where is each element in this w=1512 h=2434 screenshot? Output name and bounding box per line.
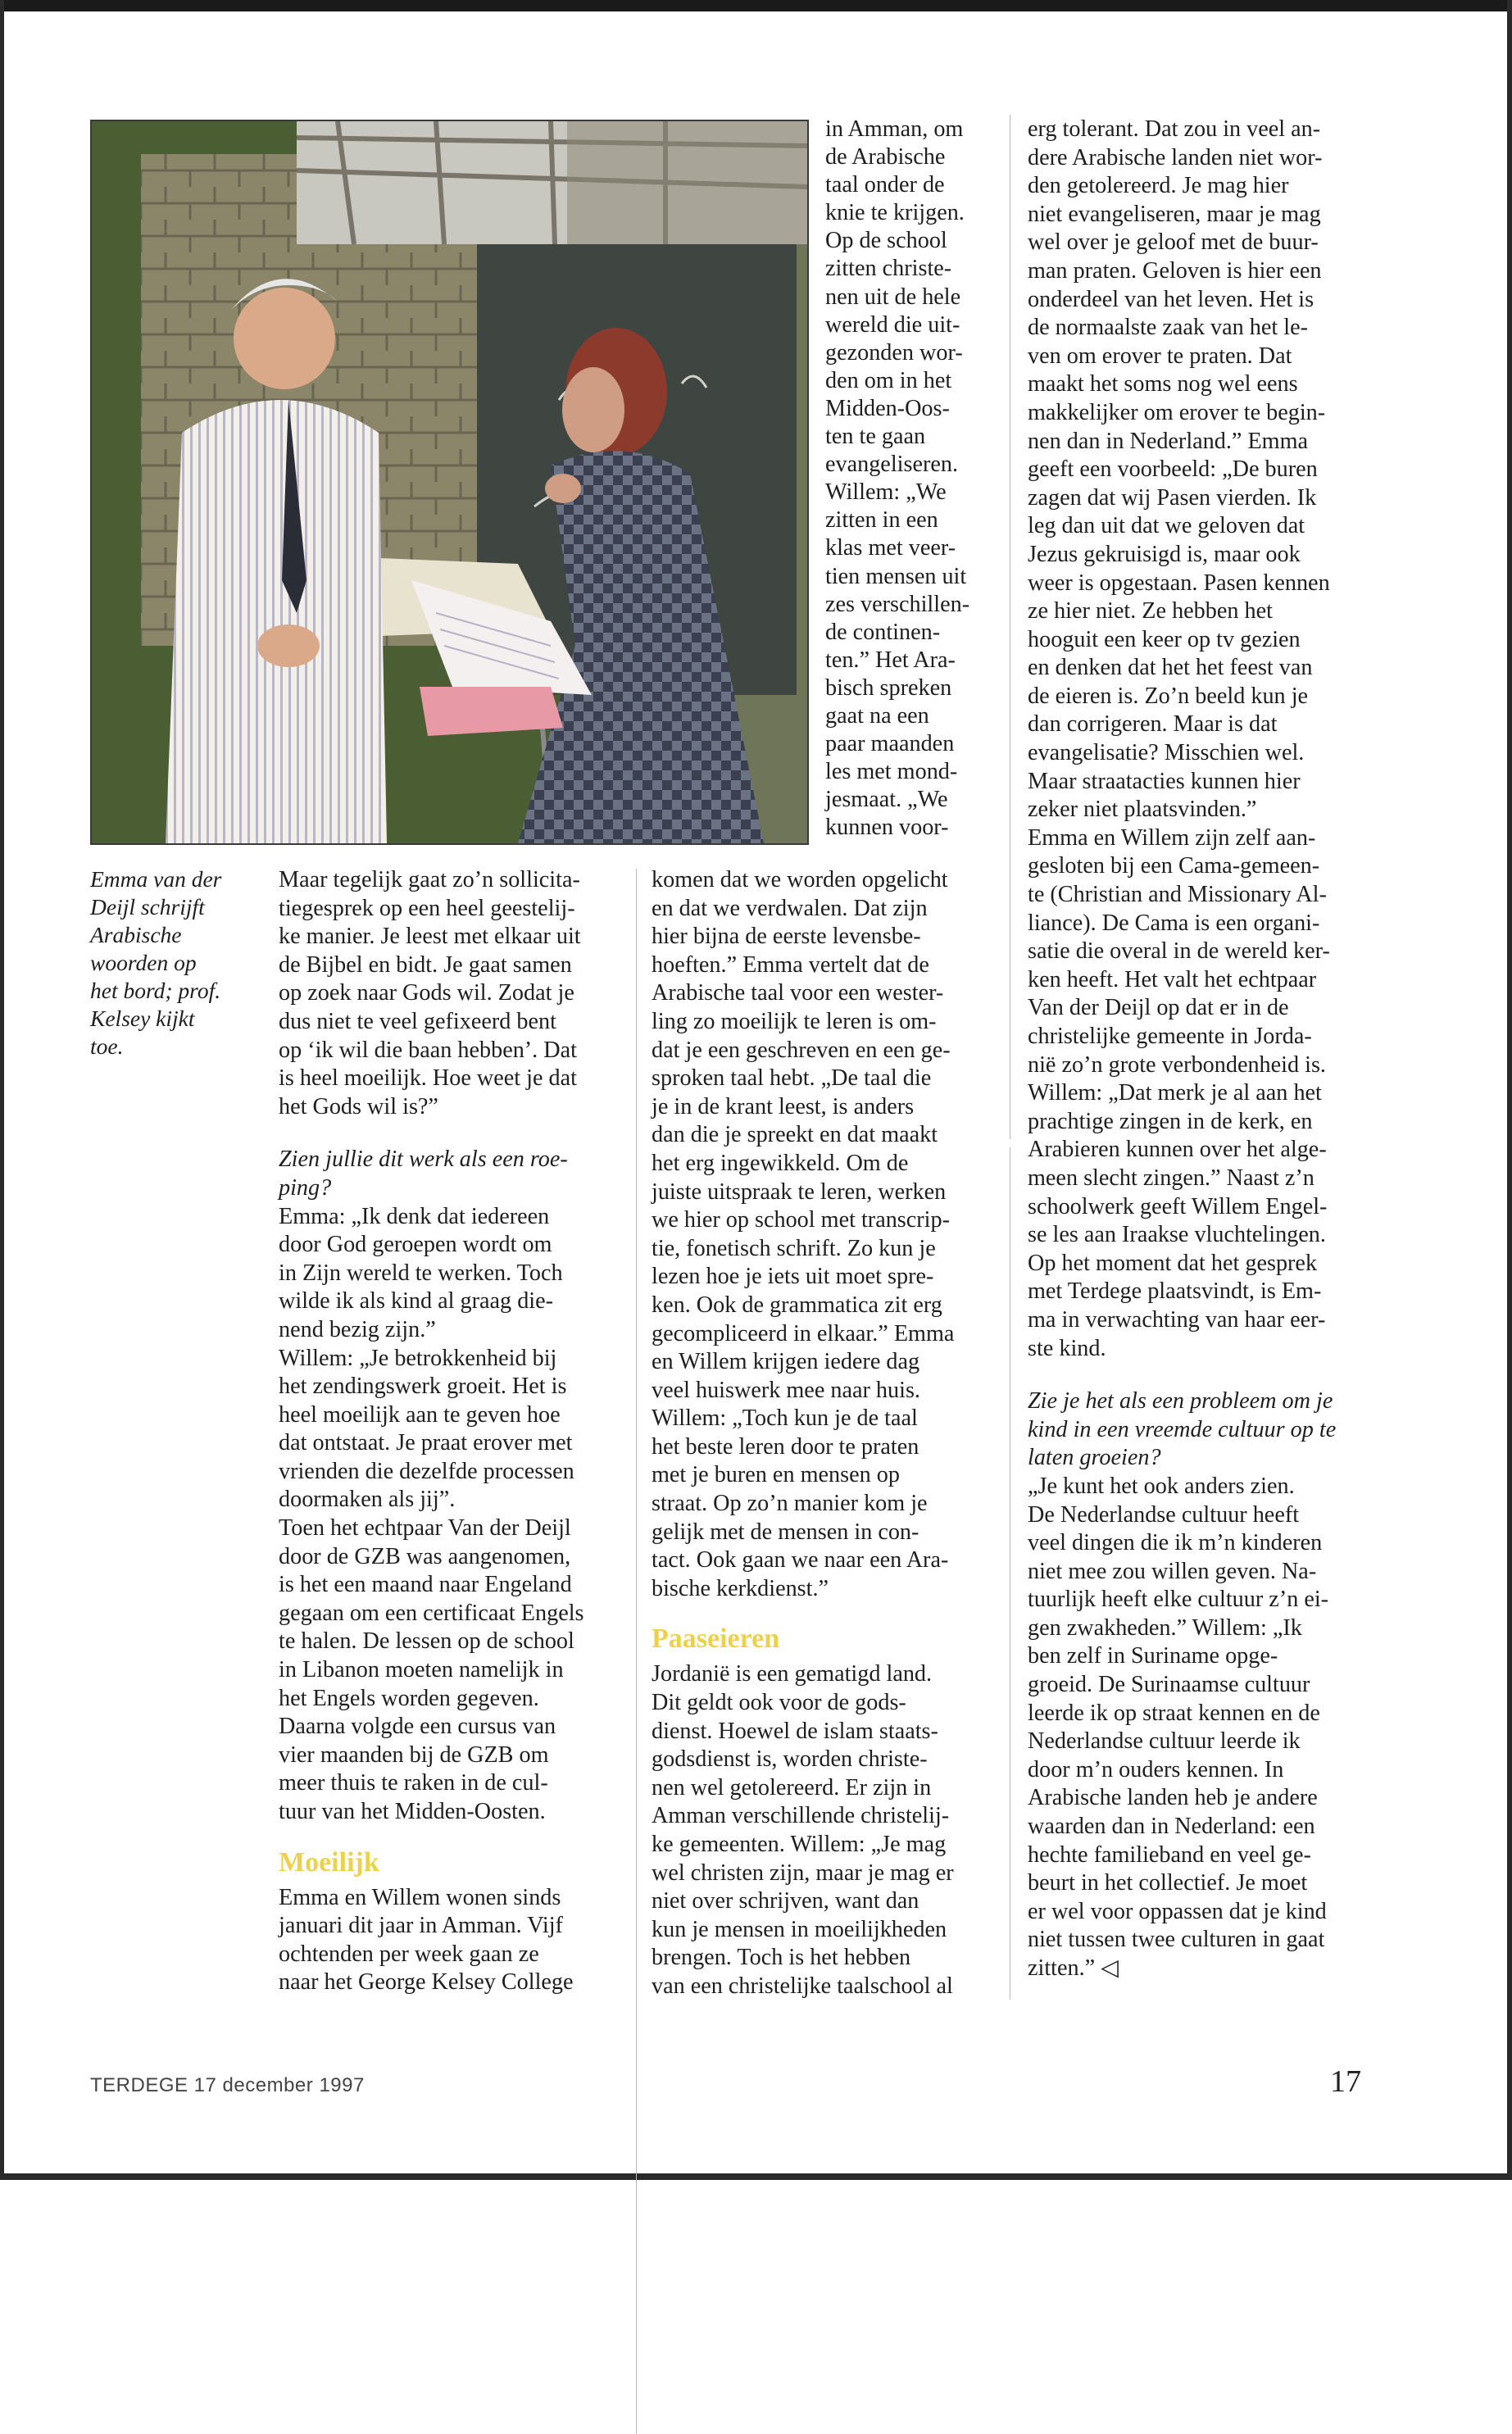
- text-line: hooguit een keer op tv gezien: [1028, 626, 1301, 652]
- text-line: knie te krijgen.: [825, 200, 965, 226]
- text-line: te halen. De lessen op de school: [279, 1628, 574, 1655]
- text-line: het beste leren door te praten: [652, 1433, 919, 1460]
- text-line: de eieren is. Zo’n beeld kun je: [1028, 683, 1309, 709]
- text-line: in Libanon moeten namelijk in: [279, 1657, 564, 1683]
- text-line: Dit geldt ook voor de gods-: [652, 1690, 906, 1716]
- photo-caption: [90, 865, 221, 1060]
- article-column-3: [1028, 116, 1388, 1983]
- interview-question: laten groeien?: [1028, 1445, 1161, 1471]
- text-line: nen wel getolereerd. Er zijn in: [652, 1774, 932, 1801]
- interview-question: Zien jullie dit werk als een roe-: [279, 1147, 568, 1173]
- text-line: dienst. Hoewel de islam staats-: [652, 1718, 938, 1744]
- text-line: zes verschillen-: [825, 591, 970, 617]
- text-line: tuurlijk heeft elke cultuur z’n ei-: [1028, 1587, 1329, 1613]
- text-line: beurt in het collectief. Je moet: [1028, 1870, 1308, 1896]
- text-line: paar maanden: [825, 731, 955, 757]
- text-line: gen zwakheden.” Willem: „Ik: [1028, 1614, 1302, 1641]
- text-line: kun je mensen in moeilijkheden: [652, 1916, 947, 1942]
- text-line: zitten christe-: [825, 256, 952, 282]
- article-column-2-top: [825, 116, 1001, 842]
- article-column-1: [279, 866, 615, 1997]
- text-line: Emma: „Ik denk dat iedereen: [279, 1203, 550, 1229]
- text-line: den getolereerd. Je mag hier: [1028, 173, 1289, 199]
- text-line: Van der Deijl op dat er in de: [1028, 995, 1289, 1021]
- text-line: juiste uitspraak te leren, werken: [652, 1178, 947, 1205]
- interview-question: Zie je het als een probleem om je: [1028, 1388, 1333, 1415]
- text-line: tien mensen uit: [825, 563, 967, 589]
- caption-line: toe.: [90, 1033, 124, 1059]
- text-line: christelijke gemeente in Jorda-: [1028, 1024, 1312, 1049]
- text-line: de normaalste zaak van het le-: [1028, 315, 1308, 341]
- text-line: schoolwerk geeft Willem Engel-: [1028, 1193, 1328, 1219]
- text-line: dan corrigeren. Maar is dat: [1028, 711, 1278, 738]
- text-line: dere Arabische landen niet wor-: [1028, 144, 1323, 170]
- text-line: niet over schrijven, want dan: [652, 1888, 919, 1914]
- text-line: Maar tegelijk gaat zo’n sollicita-: [279, 867, 580, 892]
- text-line: Amman verschillende christelij-: [652, 1803, 950, 1829]
- text-line: wel over je geloof met de buur-: [1028, 229, 1319, 256]
- text-line: Emma en Willem wonen sinds: [279, 1884, 561, 1910]
- text-line: komen dat we worden opgelicht: [652, 867, 948, 892]
- text-line: leerde ik op straat kennen en de: [1028, 1700, 1320, 1726]
- text-line: en dat we verdwalen. Dat zijn: [652, 895, 928, 921]
- text-line: ken. Ook de grammatica zit erg: [652, 1292, 942, 1318]
- text-line: ste kind.: [1028, 1335, 1106, 1361]
- section-heading: Paaseieren: [652, 1623, 780, 1655]
- text-line: naar het George Kelsey College: [279, 1969, 574, 1996]
- text-line: doormaken als jij”.: [279, 1487, 456, 1513]
- text-line: de Arabische: [825, 144, 946, 170]
- photo-illustration: [92, 121, 807, 843]
- text-line: wilde ik als kind al graag die-: [279, 1288, 554, 1315]
- caption-line: woorden op: [90, 950, 197, 975]
- text-line: veel huiswerk mee naar huis.: [652, 1377, 920, 1403]
- text-line: straat. Op zo’n manier kom je: [652, 1491, 928, 1517]
- text-line: Maar straatacties kunnen hier: [1028, 768, 1301, 794]
- text-line: te (Christian and Missionary Al-: [1028, 882, 1327, 908]
- text-line: januari dit jaar in Amman. Vijf: [279, 1913, 563, 1939]
- text-line: gelijk met de mensen in con-: [652, 1519, 919, 1545]
- text-line: ten te gaan: [825, 424, 926, 450]
- text-line: nen uit de hele: [825, 284, 961, 310]
- text-line: nend bezig zijn.”: [279, 1316, 436, 1342]
- text-line: satie die overal in de wereld ker-: [1028, 938, 1330, 965]
- interview-question: kind in een vreemde cultuur op te: [1028, 1416, 1337, 1442]
- text-line: prachtige zingen in de kerk, en: [1028, 1108, 1313, 1134]
- text-line: op zoek naar Gods wil. Zodat je: [279, 980, 574, 1006]
- text-line: is heel moeilijk. Hoe weet je dat: [279, 1065, 577, 1092]
- text-line: les met mond-: [825, 759, 958, 785]
- article-column-2: [652, 866, 1000, 2001]
- text-line: brengen. Toch is het hebben: [652, 1945, 911, 1971]
- text-line: ken heeft. Het valt het echtpaar: [1028, 966, 1317, 992]
- text-line: gecompliceerd in elkaar.” Emma: [652, 1320, 955, 1346]
- text-line: ze hier niet. Ze hebben het: [1028, 598, 1273, 624]
- text-line: Arabische landen heb je andere: [1028, 1785, 1318, 1811]
- text-line: liance). De Cama is een organi-: [1028, 910, 1320, 936]
- text-line: we hier op school met transcrip-: [652, 1207, 950, 1233]
- text-line: ma in verwachting van haar eer-: [1028, 1306, 1326, 1333]
- text-line: kunnen voor-: [825, 815, 949, 841]
- text-line: wereld die uit-: [825, 311, 960, 338]
- text-line: niet mee zou willen geven. Na-: [1028, 1558, 1317, 1584]
- text-line: bisch spreken: [825, 674, 952, 701]
- text-line: het zendingswerk groeit. Het is: [279, 1374, 567, 1400]
- text-line: Emma en Willem zijn zelf aan-: [1028, 824, 1316, 851]
- text-line: Jezus gekruisigd is, maar ook: [1028, 541, 1301, 567]
- text-line: dat ontstaat. Je praat erover met: [279, 1430, 573, 1456]
- text-line: meen slecht zingen.” Naast z’n: [1028, 1165, 1314, 1191]
- text-line: heel moeilijk aan te geven hoe: [279, 1401, 561, 1428]
- text-line: ling zo moeilijk te leren is om-: [652, 1008, 937, 1034]
- text-line: ke gemeenten. Willem: „Je mag: [652, 1832, 947, 1857]
- text-line: Midden-Oos-: [825, 395, 950, 421]
- text-line: hechte familieband en veel ge-: [1028, 1841, 1311, 1868]
- text-line: groeid. De Surinaamse cultuur: [1028, 1672, 1310, 1698]
- text-line: se les aan Iraakse vluchtelingen.: [1028, 1222, 1326, 1248]
- text-line: dat je een geschreven en een ge-: [652, 1037, 951, 1063]
- caption-line: Deijl schrijft: [90, 894, 205, 920]
- text-line: er wel voor oppassen dat je kind: [1028, 1898, 1327, 1924]
- text-line: tuur van het Midden-Oosten.: [279, 1799, 546, 1824]
- text-line: evangelisatie? Misschien wel.: [1028, 740, 1305, 766]
- text-line: onderdeel van het leven. Het is: [1028, 286, 1314, 312]
- text-line: van een christelijke taalschool al: [652, 1973, 953, 1999]
- article-photo: [90, 120, 809, 845]
- text-line: geeft een voorbeeld: „De buren: [1028, 456, 1318, 483]
- text-line: door de GZB was aangenomen,: [279, 1543, 571, 1569]
- text-line: niet tussen twee culturen in gaat: [1028, 1927, 1325, 1953]
- text-line: vrienden die dezelfde processen: [279, 1458, 574, 1484]
- text-line: jesmaat. „We: [825, 787, 948, 813]
- text-line: en Willem krijgen iedere dag: [652, 1349, 920, 1375]
- text-line: met Terdege plaatsvindt, is Em-: [1028, 1278, 1322, 1305]
- text-line: in Amman, om: [825, 116, 964, 142]
- paragraph-gap: [279, 1121, 615, 1146]
- text-line: door God geroepen wordt om: [279, 1232, 552, 1258]
- caption-line: Kelsey kijkt: [90, 1006, 195, 1031]
- text-line: evangeliseren.: [825, 452, 958, 478]
- text-line: Willem: „Toch kun je de taal: [652, 1405, 918, 1432]
- text-line: gegaan om een certificaat Engels: [279, 1600, 584, 1626]
- text-line: makkelijker om erover te begin-: [1028, 399, 1326, 425]
- text-line: zitten.” ◁: [1028, 1955, 1119, 1981]
- text-line: niet evangeliseren, maar je mag: [1028, 201, 1321, 227]
- text-line: ten.” Het Ara-: [825, 647, 956, 673]
- caption-line: Emma van der: [90, 866, 222, 892]
- caption-line: het bord; prof.: [90, 978, 221, 1003]
- text-line: bische kerkdienst.”: [652, 1575, 829, 1601]
- text-line: nië zo’n grote verbondenheid is.: [1028, 1051, 1326, 1078]
- text-line: „Je kunt het ook anders zien.: [1028, 1473, 1295, 1499]
- caption-line: Arabische: [90, 922, 182, 947]
- text-line: maakt het soms nog wel eens: [1028, 371, 1298, 397]
- text-line: nen dan in Nederland.” Emma: [1028, 428, 1309, 454]
- text-line: hier bijna de eerste levensbe-: [652, 924, 921, 950]
- text-line: tie, fonetisch schrift. Zo kun je: [652, 1235, 936, 1261]
- text-line: taal onder de: [825, 172, 945, 198]
- text-line: Jordanië is een gematigd land.: [652, 1661, 933, 1687]
- text-line: zagen dat wij Pasen vierden. Ik: [1028, 484, 1317, 511]
- interview-question: ping?: [279, 1174, 332, 1201]
- paragraph-gap: [1028, 1363, 1388, 1387]
- text-line: De Nederlandse cultuur heeft: [1028, 1501, 1300, 1528]
- text-line: tiegesprek op een heel geestelij-: [279, 895, 575, 921]
- text-line: dus niet te veel gefixeerd bent: [279, 1008, 556, 1034]
- section-heading: Moeilijk: [279, 1846, 379, 1878]
- text-line: Willem: „We: [825, 479, 947, 506]
- text-line: man praten. Geloven is hier een: [1028, 257, 1322, 284]
- text-line: weer is opgestaan. Pasen kennen: [1028, 570, 1330, 596]
- scan-right-edge: [1507, 0, 1512, 2180]
- text-line: het Gods wil is?”: [279, 1093, 438, 1119]
- text-line: Willem: „Dat merk je al aan het: [1028, 1080, 1322, 1106]
- text-line: is het een maand naar Engeland: [279, 1572, 572, 1598]
- text-line: Arabieren kunnen over het alge-: [1028, 1137, 1327, 1163]
- text-line: Arabische taal voor een wester-: [652, 980, 944, 1006]
- text-line: in Zijn wereld te werken. Toch: [279, 1260, 563, 1286]
- text-line: het erg ingewikkeld. Om de: [652, 1150, 909, 1176]
- text-line: het Engels worden gegeven.: [279, 1685, 539, 1711]
- text-line: zeker niet plaatsvinden.”: [1028, 797, 1257, 823]
- text-line: met je buren en mensen op: [652, 1462, 900, 1488]
- text-line: ven om erover te praten. Dat: [1028, 343, 1292, 369]
- text-line: godsdienst is, worden christe-: [652, 1746, 928, 1773]
- text-line: veel dingen die ik m’n kinderen: [1028, 1530, 1323, 1556]
- text-line: Op het moment dat het gesprek: [1028, 1250, 1318, 1276]
- text-line: door m’n ouders kennen. In: [1028, 1756, 1284, 1782]
- text-line: Nederlandse cultuur leerde ik: [1028, 1728, 1301, 1755]
- scan-bottom-edge: [0, 2173, 1512, 2180]
- text-line: ben zelf in Suriname opge-: [1028, 1643, 1278, 1669]
- text-line: klas met veer-: [825, 535, 956, 561]
- text-line: waarden dan in Nederland: een: [1028, 1814, 1315, 1840]
- text-line: dan die je spreekt en dat maakt: [652, 1122, 938, 1148]
- text-line: Willem: „Je betrokkenheid bij: [279, 1345, 557, 1371]
- text-line: op ‘ik wil die baan hebben’. Dat: [279, 1037, 577, 1063]
- text-line: tact. Ook gaan we naar een Ara-: [652, 1547, 949, 1573]
- text-line: leg dan uit dat we geloven dat: [1028, 513, 1305, 539]
- text-line: gesloten bij een Cama-gemeen-: [1028, 853, 1320, 879]
- text-line: de continen-: [825, 619, 941, 645]
- column-rule: [636, 869, 637, 2434]
- text-line: je in de krant leest, is anders: [652, 1093, 915, 1119]
- text-line: de Bijbel en bidt. Je gaat samen: [279, 951, 572, 978]
- text-line: Daarna volgde een cursus van: [279, 1714, 556, 1740]
- text-line: Op de school: [825, 228, 947, 254]
- text-line: zitten in een: [825, 507, 938, 534]
- text-line: hoeften.” Emma vertelt dat de: [652, 951, 929, 978]
- text-line: Toen het echtpaar Van der Deijl: [279, 1515, 571, 1542]
- text-line: den om in het: [825, 367, 952, 393]
- text-line: gezonden wor-: [825, 339, 963, 366]
- text-line: meer thuis te raken in de cul-: [279, 1770, 548, 1796]
- text-line: gaat na een: [825, 702, 929, 729]
- scan-left-edge: [0, 0, 4, 2180]
- text-line: erg tolerant. Dat zou in veel an-: [1028, 116, 1321, 142]
- text-line: lezen hoe je iets uit moet spre-: [652, 1264, 934, 1290]
- text-line: vier maanden bij de GZB om: [279, 1741, 549, 1768]
- text-line: sproken taal hebt. „De taal die: [652, 1065, 932, 1092]
- text-line: en denken dat het het feest van: [1028, 655, 1313, 681]
- footer-publication: TERDEGE 17 december 1997: [90, 2074, 365, 2096]
- scan-top-edge: [0, 0, 1512, 11]
- page-number: 17: [1330, 2064, 1361, 2099]
- text-line: ke manier. Je leest met elkaar uit: [279, 924, 581, 950]
- text-line: ochtenden per week gaan ze: [279, 1941, 539, 1967]
- text-line: wel christen zijn, maar je mag er: [652, 1860, 954, 1886]
